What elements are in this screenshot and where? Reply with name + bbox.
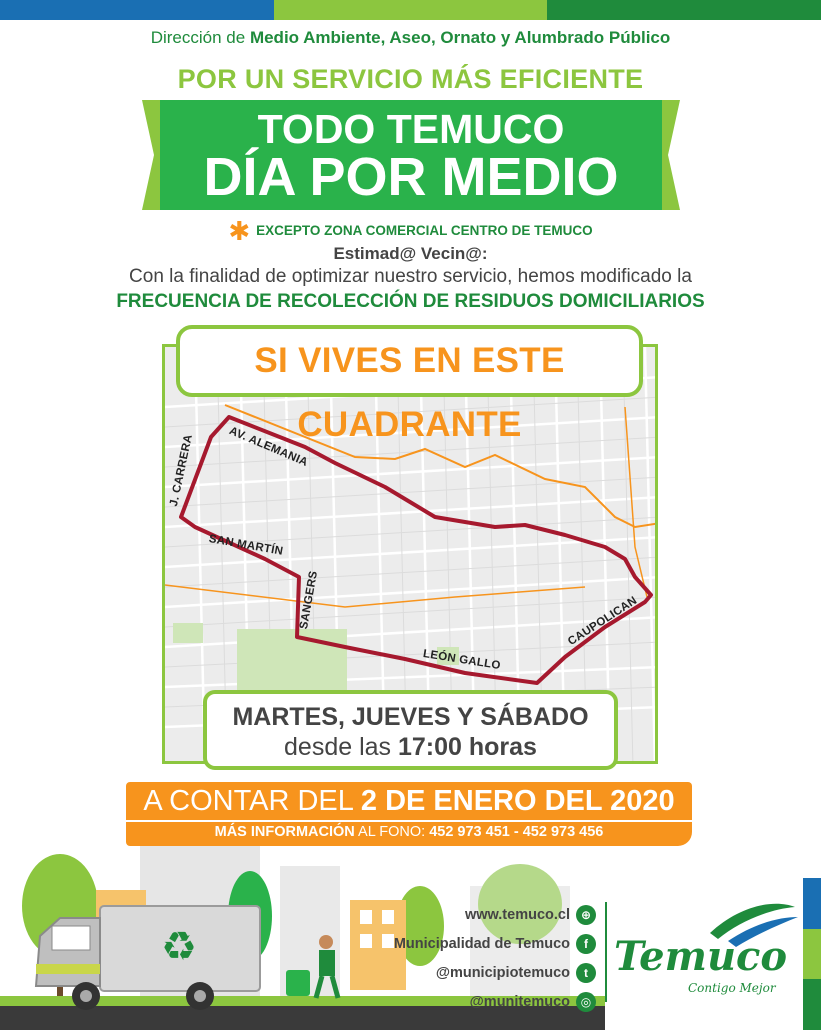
schedule-box <box>203 690 618 770</box>
exception-text: EXCEPTO ZONA COMERCIAL CENTRO DE TEMUCO <box>256 223 593 238</box>
body-text: Con la finalidad de optimizar nuestro servicio, hemos modificado la <box>129 266 692 287</box>
quadrant-title: SI VIVES EN ESTE CUADRANTE <box>176 325 643 397</box>
facebook-icon: f <box>576 934 596 954</box>
street-label-caupolican: CAUPOLICAN <box>566 594 640 649</box>
info-middle: AL FONO: <box>354 824 430 840</box>
start-date-value: 2 DE ENERO DEL 2020 <box>360 785 675 817</box>
schedule-days: MARTES, JUEVES Y SÁBADO <box>232 703 589 731</box>
start-date-line <box>126 785 692 818</box>
contact-twitter-text[interactable]: @municipiotemuco <box>435 964 570 981</box>
greeting: Estimad@ Vecin@: <box>333 244 488 263</box>
schedule-time-prefix: desde las <box>284 733 398 761</box>
schedule-time-value: 17:00 horas <box>398 733 537 761</box>
contact-website[interactable] <box>360 900 596 929</box>
street-label-san-martin: SAN MARTÍN <box>207 533 285 558</box>
header-department: Medio Ambiente, Aseo, Ornato y Alumbrado Público <box>249 28 671 47</box>
main-banner <box>142 100 680 210</box>
street-label-alemania: AV. ALEMANIA <box>227 425 310 469</box>
side-color-strip <box>803 878 821 1030</box>
header-prefix: Dirección de <box>150 28 250 47</box>
top-bar-blue <box>0 0 274 20</box>
side-strip-dark-green <box>803 979 821 1030</box>
top-bar-dark-green <box>547 0 821 20</box>
start-date-prefix: A CONTAR DEL <box>143 785 361 817</box>
contact-facebook-text[interactable]: Municipalidad de Temuco <box>393 935 570 952</box>
svg-text:♻: ♻ <box>161 924 197 970</box>
side-strip-light-green <box>803 929 821 980</box>
street-label-sangers: SANGERS <box>298 569 321 631</box>
logo-word: Temuco <box>614 933 788 980</box>
twitter-icon: t <box>576 963 596 983</box>
info-label: MÁS INFORMACIÓN <box>214 824 355 840</box>
start-date-banner <box>126 782 692 846</box>
street-label-carrera: J. CARRERA <box>168 433 195 508</box>
info-phones: 452 973 451 - 452 973 456 <box>429 824 604 840</box>
top-bar-light-green <box>274 0 548 20</box>
contact-divider <box>605 902 607 1002</box>
banner-line-1: TODO TEMUCO <box>257 106 565 152</box>
side-strip-blue <box>803 878 821 929</box>
asterisk-icon: ✱ <box>228 216 251 246</box>
logo-tagline: Contigo Mejor <box>688 981 776 995</box>
slogan: POR UN SERVICIO MÁS EFICIENTE <box>177 64 644 94</box>
contact-twitter[interactable] <box>360 958 596 987</box>
info-line <box>126 824 692 840</box>
department-header <box>0 28 821 48</box>
banner-divider <box>126 820 692 822</box>
top-color-bar <box>0 0 821 20</box>
contact-instagram-text[interactable]: @munitemuco <box>469 993 570 1010</box>
globe-icon: ⊕ <box>576 905 596 925</box>
contact-list <box>360 900 596 1016</box>
instagram-icon: ◎ <box>576 992 596 1012</box>
street-label-leon-gallo: LEÓN GALLO <box>422 648 502 673</box>
contact-website-text[interactable]: www.temuco.cl <box>464 906 570 923</box>
frequency-text: FRECUENCIA DE RECOLECCIÓN DE RESIDUOS DOMICILIARIOS <box>116 291 705 312</box>
temuco-logo <box>610 895 810 1005</box>
contact-facebook[interactable] <box>360 929 596 958</box>
schedule-time <box>207 733 614 762</box>
banner-line-2: DÍA POR MEDIO <box>203 147 619 207</box>
contact-instagram[interactable] <box>360 987 596 1016</box>
exception-note <box>0 216 821 247</box>
